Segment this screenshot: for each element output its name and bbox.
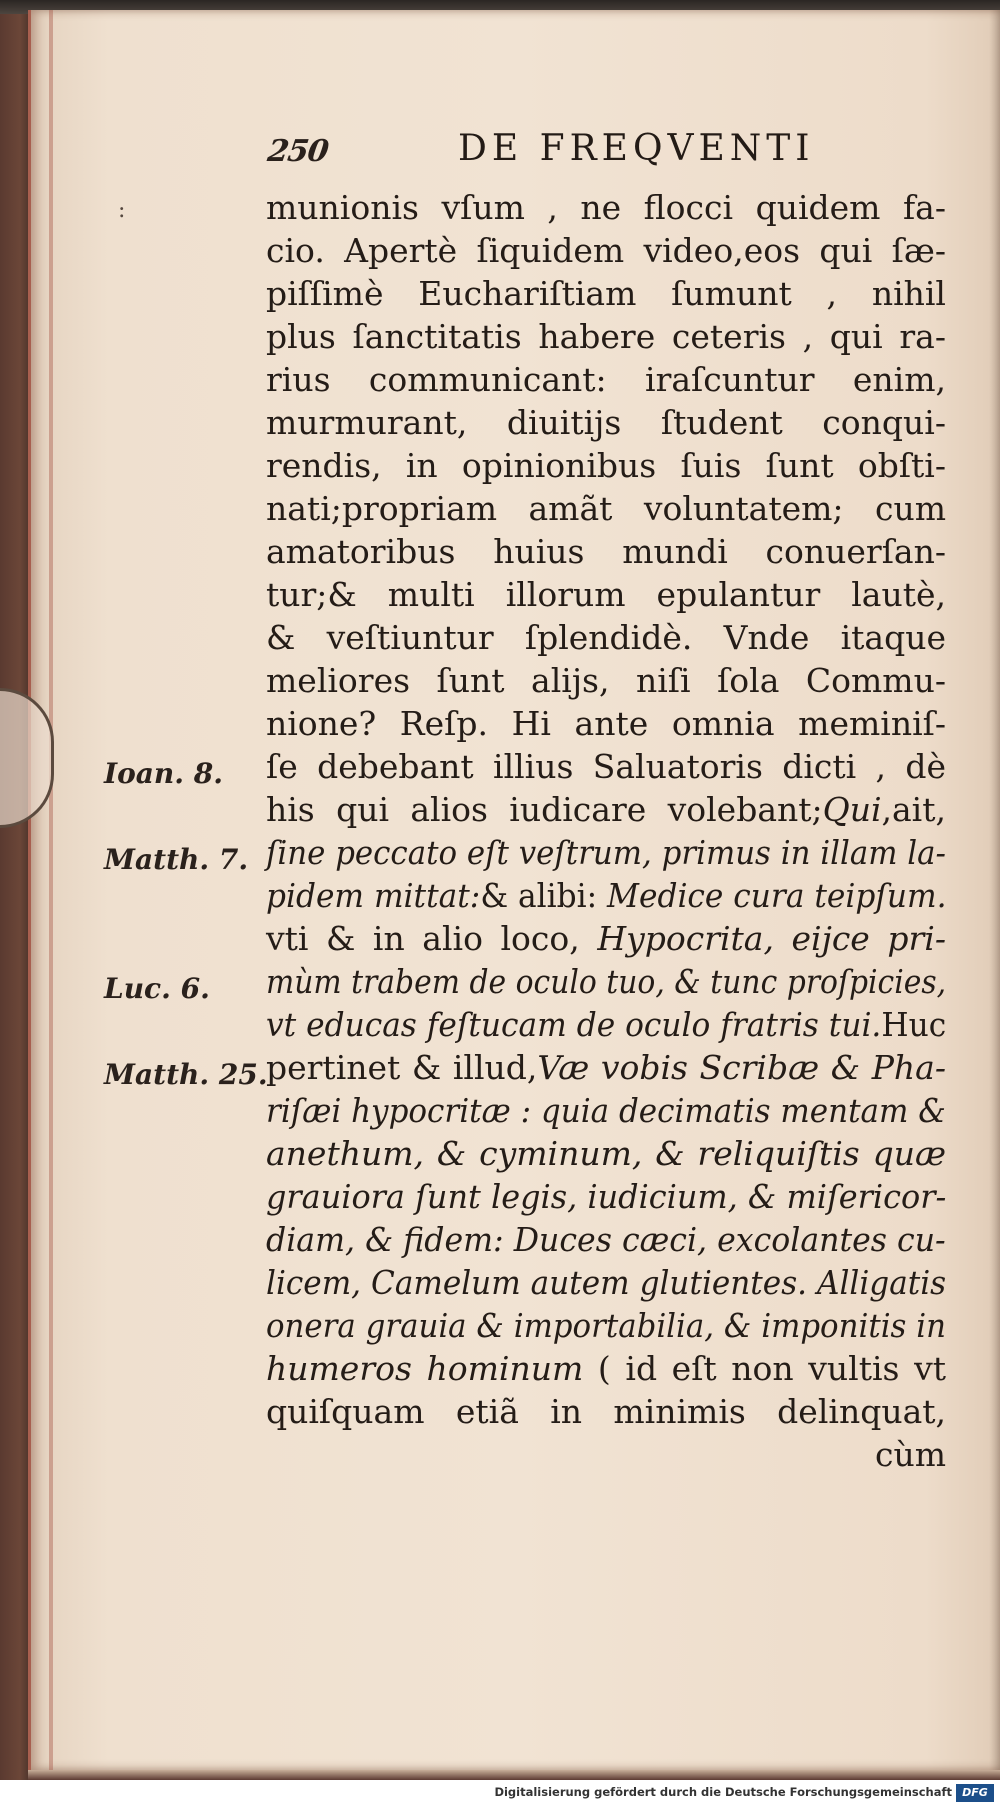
text-line [266, 272, 946, 315]
text-line [266, 831, 946, 874]
text-segment: vt educas feſtucam de oculo fratris tui. [266, 1005, 882, 1044]
text-segment: riſæi hypocritæ : quia decimatis mentam & [266, 1091, 946, 1130]
text-line [266, 874, 946, 917]
text-line [266, 1175, 946, 1218]
dfg-logo: DFG [956, 1784, 994, 1802]
text-segment: humeros hominum [266, 1349, 598, 1388]
text-line [266, 401, 946, 444]
text-segment: ,ait, [881, 790, 946, 829]
text-segment: munionis vſum , ne flocci quidem fa- [266, 188, 946, 227]
text-line [266, 573, 946, 616]
text-segment: rius communicant: iraſcuntur enim, [266, 360, 946, 399]
page-bottom-edge [28, 1770, 1000, 1780]
text-segment: licem, Camelum autem glutientes. Alligatis [266, 1263, 947, 1302]
text-line [266, 745, 946, 788]
text-segment: tur;& multi illorum epulantur lautè, [266, 575, 946, 614]
text-segment: onera grauia & importabilia, & imponitis in [266, 1306, 946, 1345]
text-line [266, 487, 946, 530]
text-line [266, 702, 946, 745]
margin-note: Matth. 7. [104, 843, 249, 876]
margin-note: Matth. 25. [104, 1058, 268, 1091]
text-line [266, 1046, 946, 1089]
text-segment: ſine peccato eſt veſtrum, primus in illam la- [266, 833, 946, 872]
margin-note: Luc. 6. [104, 972, 210, 1005]
text-segment: mùm trabem de oculo tuo, & tunc proſpicies, [266, 962, 947, 1001]
text-line [266, 1304, 946, 1347]
text-segment: vti & in alio loco, [266, 919, 598, 958]
footer-bar [0, 1780, 1000, 1807]
text-line [266, 1390, 946, 1433]
text-segment: ( id eſt non vultis vt [597, 1349, 946, 1388]
text-segment: his qui alios iudicare volebant; [266, 790, 823, 829]
text-line [266, 1089, 946, 1132]
page-gutter-line [49, 10, 53, 1770]
text-line [266, 1132, 946, 1175]
text-line [266, 659, 946, 702]
text-line [266, 1003, 946, 1046]
text-segment: grauiora ſunt legis, iudicium, & miſericor- [266, 1177, 947, 1216]
text-segment: ſe debebant illius Saluatoris dicti , dè [266, 747, 946, 786]
text-segment: Hypocrita, eijce pri- [597, 919, 946, 958]
body-text [266, 186, 946, 1476]
text-segment: plus ſanctitatis habere ceteris , qui ra- [266, 317, 946, 356]
text-segment: & alibi: [480, 876, 608, 915]
text-line [266, 960, 946, 1003]
text-segment: amatoribus huius mundi conuerſan- [266, 532, 946, 571]
text-segment: rendis, in opinionibus ſuis ſunt obſti- [266, 446, 946, 485]
footer-credit: Digitalisierung gefördert durch die Deutsche Forschungsgemeinschaft [494, 1785, 952, 1799]
running-head-title: DE FREQVENTI [458, 128, 815, 169]
text-segment: pertinet & illud, [266, 1048, 538, 1087]
text-line [266, 1347, 946, 1390]
text-line [266, 1218, 946, 1261]
text-line [266, 616, 946, 659]
text-segment: pidem mittat: [266, 876, 481, 915]
margin-note: Ioan. 8. [104, 757, 223, 790]
text-segment: piſſimè Euchariſtiam ſumunt , nihil [266, 274, 946, 313]
text-segment: cio. Apertè ſiquidem video,eos qui ſæ- [266, 231, 946, 270]
text-segment: anethum, & cyminum, & reliquiſtis quæ [266, 1134, 946, 1173]
text-line [266, 358, 946, 401]
text-segment: & veſtiuntur ſplendidè. Vnde itaque [266, 618, 946, 657]
text-line [266, 229, 946, 272]
page-number: 250 [265, 134, 331, 169]
text-segment: cùm [874, 1435, 946, 1474]
text-segment: Væ vobis Scribæ & Pha- [537, 1048, 946, 1087]
text-line [266, 917, 946, 960]
text-line [266, 788, 946, 831]
text-line [266, 530, 946, 573]
text-segment: meliores ſunt alijs, niſi ſola Commu- [266, 661, 946, 700]
text-line [266, 1261, 946, 1304]
text-segment: quiſquam etiã in minimis delinquat, [266, 1392, 946, 1431]
text-segment: diam, & fidem: Duces cæci, excolantes cu- [266, 1220, 946, 1259]
text-segment: murmurant, diuitijs ſtudent conqui- [266, 403, 946, 442]
margin-mark: : [118, 198, 126, 223]
text-segment: Qui [822, 790, 882, 829]
text-line [266, 1433, 946, 1476]
text-line [266, 444, 946, 487]
text-line [266, 315, 946, 358]
running-head [265, 128, 908, 178]
text-segment: nati;propriam amãt voluntatem; cum [266, 489, 946, 528]
text-segment: Medice cura teipſum. [607, 876, 947, 915]
text-segment: nione? Reſp. Hi ante omnia meminiſ- [266, 704, 946, 743]
page-right-shadow [989, 10, 1000, 1770]
text-line [266, 186, 946, 229]
text-segment: Huc [881, 1005, 947, 1044]
